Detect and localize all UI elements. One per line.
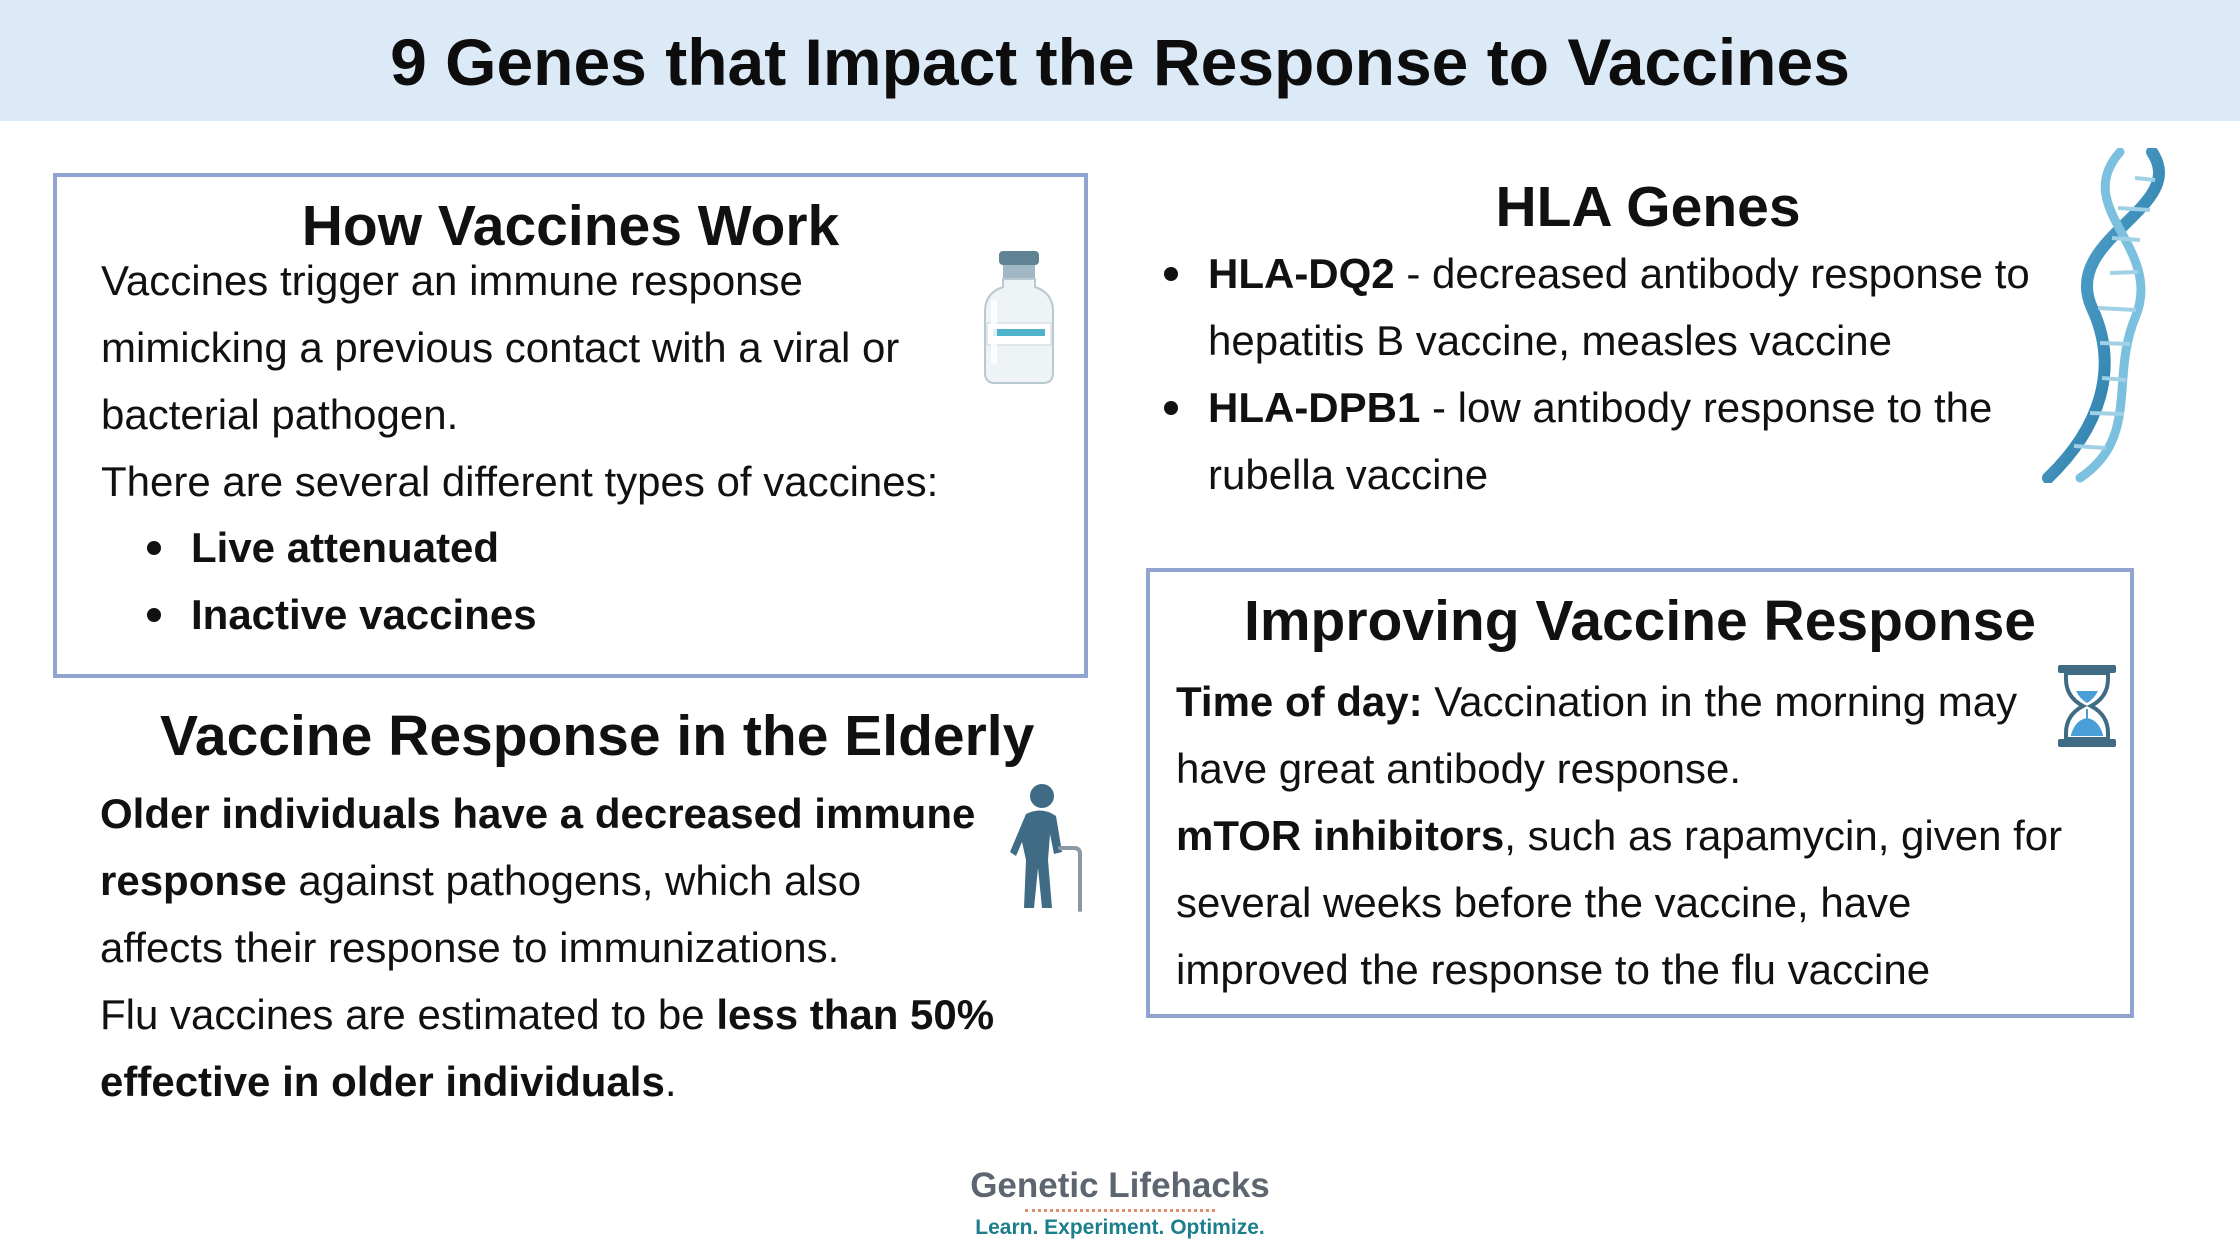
logo-tagline: Learn. Experiment. Optimize.	[975, 1216, 1265, 1239]
elderly-line-3: affects their response to immunizations.	[100, 924, 840, 971]
page-title: 9 Genes that Impact the Response to Vaccines	[390, 25, 1850, 99]
elderly-person-icon	[1008, 782, 1084, 912]
vaccine-types-list	[191, 514, 537, 648]
gene-name: HLA-DQ2	[1208, 250, 1395, 297]
how-vaccines-work-text	[101, 247, 938, 515]
mtor-text: , such as rapamycin, given for	[1504, 812, 2063, 859]
time-of-day-label: Time of day:	[1176, 678, 1423, 725]
elderly-bold-response: response	[100, 857, 287, 904]
bullet-icon	[147, 541, 161, 555]
how-vaccines-work-box	[53, 173, 1088, 678]
mtor-line	[1176, 802, 2062, 869]
gene-description: - decreased antibody response to	[1394, 250, 2030, 297]
time-of-day-line-2: have great antibody response.	[1176, 745, 1742, 792]
logo-name: Genetic Lifehacks	[970, 1166, 1270, 1205]
improving-text	[1176, 668, 2062, 1003]
list-item	[191, 581, 537, 648]
elderly-text-2: against pathogens, which also	[286, 857, 862, 904]
list-item	[191, 514, 537, 581]
list-item	[1208, 374, 2030, 441]
hla-genes-heading: HLA Genes	[1495, 175, 1801, 239]
hla-genes-list	[1208, 240, 2030, 508]
elderly-text-4: Flu vaccines are estimated to be	[100, 991, 717, 1038]
elderly-line-1: Older individuals have a decreased immune	[100, 790, 976, 837]
mtor-label: mTOR inhibitors	[1176, 812, 1505, 859]
genetic-lifehacks-logo	[940, 1166, 1300, 1240]
how-line-4: There are several different types of vaccines:	[101, 458, 939, 505]
gene-description: - low antibody response to the	[1420, 384, 1993, 431]
elderly-line-4	[100, 981, 994, 1048]
elderly-heading: Vaccine Response in the Elderly	[160, 704, 1035, 768]
logo-divider	[1025, 1209, 1215, 1212]
elderly-line-5	[100, 1048, 994, 1115]
list-item-continuation	[1208, 441, 2030, 508]
hourglass-icon	[2056, 663, 2118, 749]
gene-name: HLA-DPB1	[1208, 384, 1421, 431]
bullet-icon	[1164, 401, 1178, 415]
how-line-2: mimicking a previous contact with a viral or	[101, 324, 900, 371]
gene-description: rubella vaccine	[1208, 451, 1489, 498]
elderly-text	[100, 780, 994, 1115]
elderly-line-2	[100, 847, 994, 914]
elderly-bold-effective: effective in older individuals	[100, 1058, 665, 1105]
how-vaccines-work-heading: How Vaccines Work	[301, 194, 840, 258]
elderly-text-5: .	[664, 1058, 677, 1105]
how-line-1: Vaccines trigger an immune response	[101, 257, 803, 304]
vaccine-vial-icon	[979, 249, 1059, 385]
vaccine-type-label: Inactive vaccines	[191, 591, 537, 638]
bullet-icon	[1164, 267, 1178, 281]
list-item-continuation	[1208, 307, 2030, 374]
elderly-bold-percent: less than 50%	[716, 991, 995, 1038]
time-of-day-text: Vaccination in the morning may	[1422, 678, 2018, 725]
list-item	[1208, 240, 2030, 307]
time-of-day-line	[1176, 668, 2062, 735]
title-banner	[0, 0, 2240, 121]
improving-heading: Improving Vaccine Response	[1244, 589, 2036, 653]
improving-vaccine-response-box	[1146, 568, 2134, 1018]
gene-description: hepatitis B vaccine, measles vaccine	[1208, 317, 1892, 364]
vaccine-type-label: Live attenuated	[191, 524, 500, 571]
bullet-icon	[147, 608, 161, 622]
how-line-3: bacterial pathogen.	[101, 391, 459, 438]
mtor-line-3: improved the response to the flu vaccine	[1176, 946, 1931, 993]
mtor-line-2: several weeks before the vaccine, have	[1176, 879, 1912, 926]
dna-helix-icon	[2040, 148, 2170, 483]
